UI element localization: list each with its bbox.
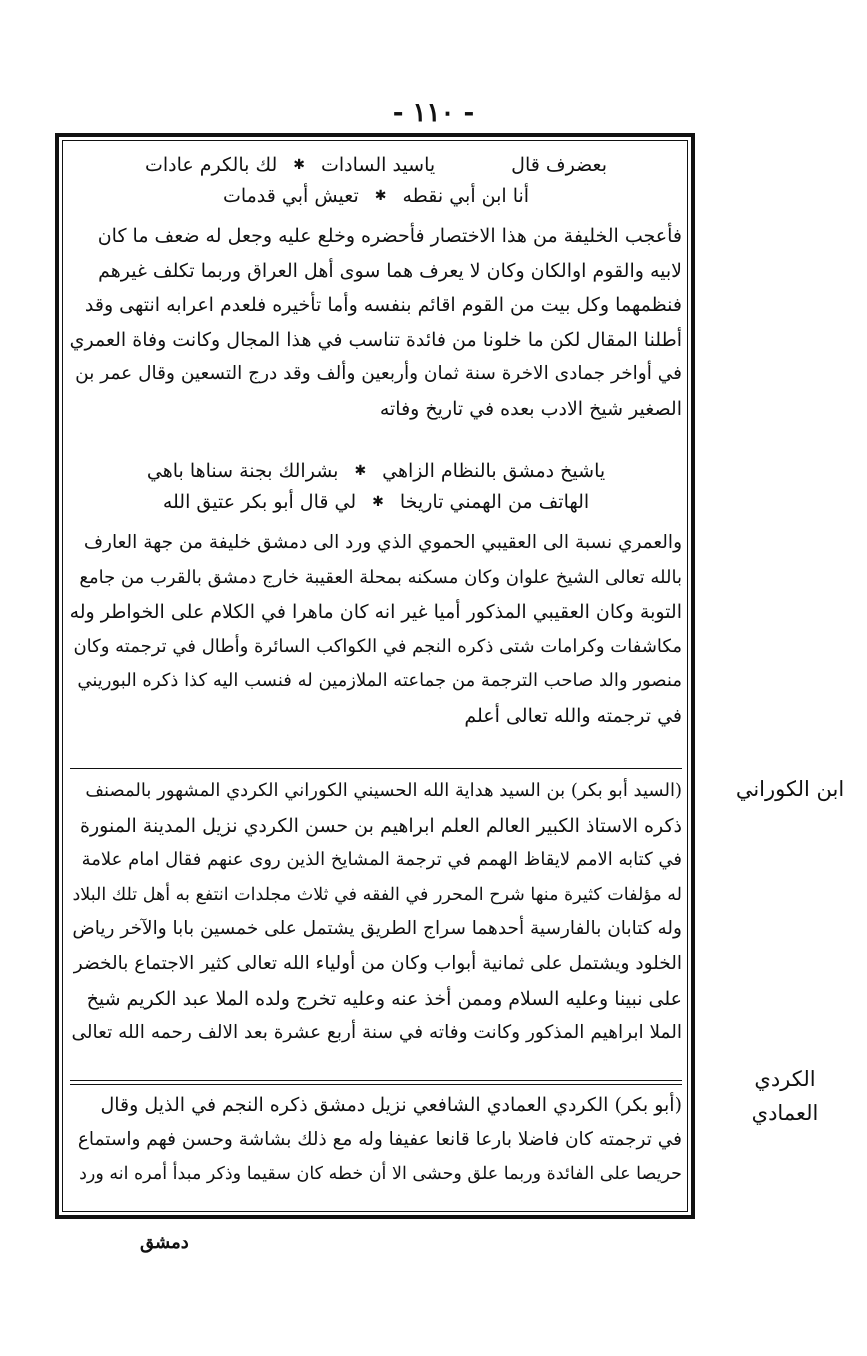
verse-row — [70, 456, 682, 487]
verse-intro: بعضرف قال — [511, 154, 607, 176]
verse-row — [70, 181, 682, 212]
text-line: له مؤلفات كثيرة منها شرح المحرر في الفقه في ثلاث مجلدات انتفع به أهل تلك البلاد — [72, 884, 682, 905]
text-line: لابيه والقوم اوالكان وكان لا يعرف هما سوى أهل العراق وربما تكلف غيرهم — [98, 259, 682, 282]
verse-one — [70, 150, 682, 212]
page-number: - ١١٠ - — [392, 98, 475, 128]
catchword: دمشق — [140, 1232, 189, 1253]
text-line: فأعجب الخليفة من هذا الاختصار فأحضره وخلع عليه وجعل له ضعف ما كان — [97, 225, 682, 247]
text-line: فنظمهما وكل بيت من القوم اقائم بنفسه وأما تأخيره فلعدم اعرابه انتهى وقد — [84, 294, 682, 317]
text-line: التوبة وكان العقيبي المذكور أميا غير انه كان ماهرا في الكلام على الخواطر وله — [70, 601, 682, 624]
entry-three-paragraph — [70, 1088, 682, 1192]
hemistich-left: بشرالك بجنة سناها باهي — [146, 460, 339, 482]
margin-label-line: العمادي — [751, 1101, 819, 1125]
text-line: حريصا على الفائدة وربما علق وحشى الا أن خطه كان سقيما وذكر مبدأ أمره انه ورد — [79, 1164, 682, 1185]
verse-row — [70, 487, 682, 518]
entry-one-continuation — [70, 526, 682, 734]
hemistich-right: ياسيد السادات — [320, 154, 436, 176]
text-line: ذكره الاستاذ الكبير العالم العلم ابراهيم بن حسن الكردي نزيل المدينة المنورة — [80, 814, 682, 837]
hemistich-right: ياشيخ دمشق بالنظام الزاهي — [382, 460, 606, 482]
text-line: على نبينا وعليه السلام وممن أخذ عنه وعليه تخرج ولده الملا عبد الكريم شيخ — [86, 987, 682, 1010]
text-line: (أبو بكر) الكردي العمادي الشافعي نزيل دمشق ذكره النجم في الذيل وقال — [100, 1094, 682, 1116]
star-separator-icon: ✱ — [374, 188, 387, 204]
text-line: الخلود ويشتمل على ثمانية أبواب وكان من أولياء الله تعالى كثير الاجتماع بالخضر — [73, 952, 682, 974]
verse-row — [70, 150, 682, 181]
verse-two — [70, 456, 682, 518]
text-line: أطلنا المقال لكن ما خلونا من فائدة تناسب في هذا المجال وكانت وفاة العمري — [70, 328, 682, 351]
hemistich-left: لي قال أبو بكر عتيق الله — [162, 491, 357, 513]
entry-one-paragraph — [70, 219, 682, 427]
text-line: في أواخر جمادى الاخرة سنة ثمان وأربعين وألف وقد درج التسعين وقال عمر بن — [75, 363, 682, 385]
entry-divider — [70, 768, 682, 769]
hemistich-right: أنا ابن أبي نقطه — [402, 185, 530, 207]
text-line: الصغير شيخ الادب بعده في تاريخ وفاته — [379, 397, 682, 420]
star-separator-icon: ✱ — [354, 463, 367, 479]
margin-label-kurdi-imadi — [715, 1062, 855, 1130]
text-line: الملا ابراهيم المذكور وكانت وفاته في سنة أربع عشرة بعد الالف رحمه الله تعالى — [71, 1022, 682, 1044]
text-line: (السيد أبو بكر) بن السيد هداية الله الحسيني الكوراني الكردي المشهور بالمصنف — [85, 780, 682, 801]
text-line: بالله تعالى الشيخ علوان وكان مسكنه بمحلة العقيبة خارج دمشق بالقرب من جامع — [79, 566, 682, 588]
text-line: في ترجمته والله تعالى أعلم — [464, 704, 682, 727]
hemistich-left: لك بالكرم عادات — [145, 154, 278, 176]
hemistich-right: الهاتف من الهمني تاريخا — [399, 491, 590, 513]
margin-label-line: الكردي — [754, 1067, 816, 1091]
text-line: في ترجمته كان فاضلا بارعا قانعا عفيفا وله مع ذلك بشاشة وحسن فهم واستماع — [77, 1128, 682, 1150]
entry-divider-double — [70, 1080, 682, 1085]
star-separator-icon: ✱ — [372, 494, 384, 510]
text-line: وله كتابان بالفارسية أحدهما سراج الطريق يشتمل على خمسين بابا والآخر رياض — [72, 918, 682, 940]
star-separator-icon: ✱ — [293, 157, 305, 173]
hemistich-left: تعيش أبي قدمات — [222, 185, 359, 207]
text-line: منصور والد صاحب الترجمة من جماعته الملازمين له فنسب اليه كذا ذكره البوريني — [77, 670, 682, 692]
text-line: والعمري نسبة الى العقيبي الحموي الذي ورد الى دمشق خليفة من جهة العارف — [83, 532, 682, 553]
text-line: في كتابه الامم لايقاظ الهمم في ترجمة المشايخ الذين روى عنهم فقال امام علامة — [81, 849, 682, 871]
entry-two-paragraph — [70, 774, 682, 1051]
text-line: مكاشفات وكرامات شتى ذكره النجم في الكواكب السائرة وأطال في ترجمته وكان — [73, 635, 682, 657]
margin-label-ibn-kurani: ابن الكوراني — [735, 777, 845, 801]
